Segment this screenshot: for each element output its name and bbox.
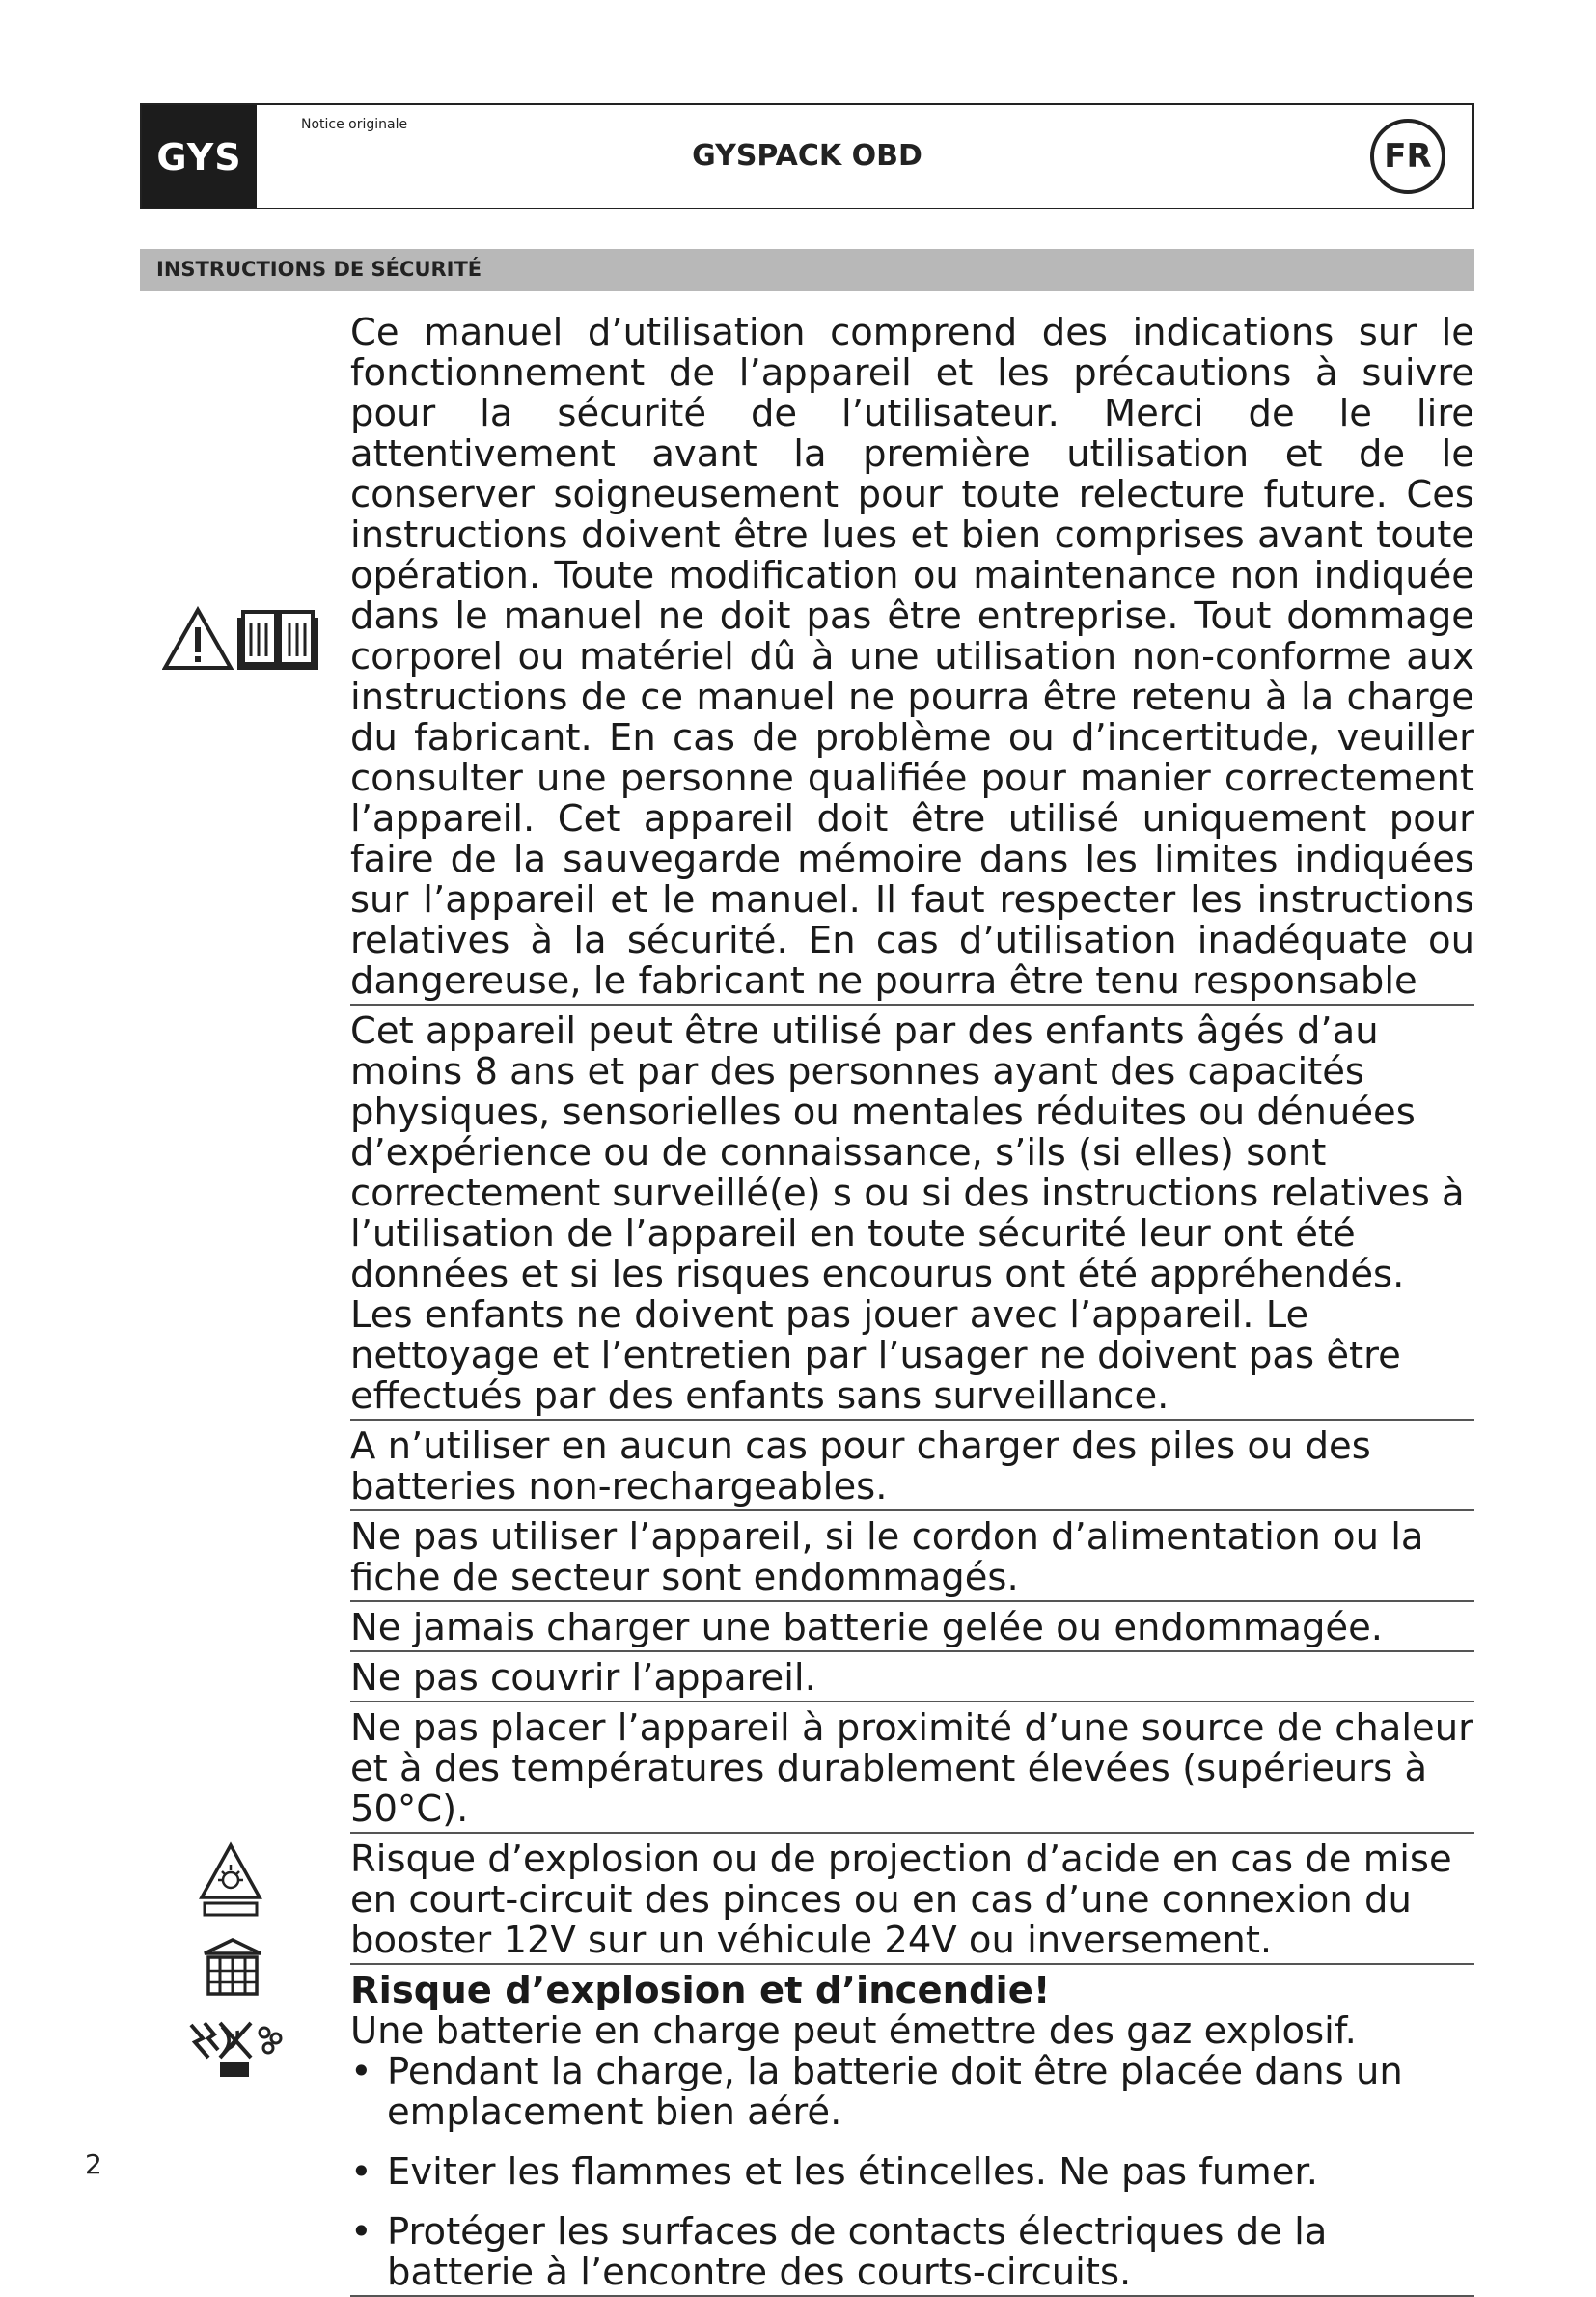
block-text: Ne pas couvrir l’appareil. bbox=[350, 1656, 816, 1700]
no-flames-icon bbox=[183, 2017, 289, 2081]
block-text: Risque d’explosion ou de projection d’acide en cas de mise en court-circuit des pinces ou en cas d’une connexion du booster 12V sur un véhicule 24V ou inversement. bbox=[350, 1838, 1452, 1962]
explosion-block bbox=[350, 1965, 1474, 2297]
bullet-item bbox=[350, 2212, 1474, 2293]
explosion-title: Risque d’explosion et d’incendie! bbox=[350, 1969, 1051, 2012]
section-header bbox=[140, 249, 1474, 291]
bullet-dot: • bbox=[350, 2050, 372, 2093]
safety-block bbox=[350, 1834, 1474, 1965]
block-text: Ne jamais charger une batterie gelée ou endommagée. bbox=[350, 1606, 1384, 1649]
safety-block bbox=[350, 1602, 1474, 1652]
explosion-warning-icon bbox=[199, 1841, 262, 1919]
bullet-item bbox=[350, 2052, 1474, 2133]
manual-book-icon bbox=[237, 604, 318, 672]
safety-block bbox=[350, 1702, 1474, 1834]
section-title: INSTRUCTIONS DE SÉCURITÉ bbox=[156, 258, 482, 281]
bullet-text: Pendant la charge, la batterie doit être placée dans un emplacement bien aéré. bbox=[387, 2050, 1403, 2134]
block-text: Ce manuel d’utilisation comprend des indications sur le fonctionnement de l’appareil et les précautions à suivre pour la sécurité de l’utilisateur. Merci de le lire attentivement avant la première utilisation et de le conserver soigneusement pour toute relecture future. Ces instructions doivent être lues et bien comprises avant toute opération. Toute modification ou maintenance non indiquée dans le manuel ne doit pas être entreprise. Tout dommage corporel ou matériel dû à une utilisation non-conforme aux instructions de ce manuel ne pourra être retenu à la charge du fabricant. En cas de problème ou d’incertitude, veuiller consulter une personne qualifiée pour manier correctement l’appareil. Cet appareil doit être utilisé uniquement pour faire de la sauvegarde mémoire dans les limites indiquées sur l’appareil et le manuel. Il faut respecter les instructions relatives à la sécurité. En cas d’utilisation inadéquate ou dangereuse, le fabricant ne pourra être tenu responsable bbox=[350, 311, 1474, 1003]
product-title: GYSPACK OBD bbox=[692, 139, 922, 173]
page-number: 2 bbox=[85, 2148, 102, 2180]
language-badge: FR bbox=[1370, 119, 1445, 194]
safety-content bbox=[350, 307, 1474, 2297]
block-text: A n’utiliser en aucun cas pour charger des piles ou des batteries non-rechargeables. bbox=[350, 1425, 1371, 1508]
block-text: Ne pas utiliser l’appareil, si le cordon d’alimentation ou la fiche de secteur sont endommagés. bbox=[350, 1515, 1424, 1599]
bullet-item bbox=[350, 2152, 1474, 2193]
safety-block bbox=[350, 1006, 1474, 1421]
explosion-intro: Une batterie en charge peut émettre des gaz explosif. bbox=[350, 2009, 1357, 2053]
document-header bbox=[140, 103, 1474, 209]
bullet-text: Protéger les surfaces de contacts électriques de la batterie à l’encontre des courts-circuits. bbox=[387, 2210, 1328, 2294]
bullet-dot: • bbox=[350, 2150, 372, 2194]
warning-triangle-icon bbox=[162, 606, 234, 672]
block-text: Ne pas placer l’appareil à proximité d’une source de chaleur et à des températures durablement élevées (supérieurs à 50°C). bbox=[350, 1706, 1473, 1831]
bullet-dot: • bbox=[350, 2210, 372, 2254]
block-text: Cet appareil peut être utilisé par des enfants âgés d’au moins 8 ans et par des personnes ayant des capacités physiques, sensorielles ou mentales réduites ou dénuées d’expérience ou de connaissance, s’ils (si elles) sont correctement surveillé(e) s ou si des instructions relatives à l’utilisation de l’appareil en toute sécurité leur ont été données et si les risques encourus ont été appréhendés. Les enfants ne doivent pas jouer avec l’appareil. Le nettoyage et l’entretien par l’usager ne doivent pas être effectués par des enfants sans surveillance. bbox=[350, 1010, 1465, 1418]
ventilation-icon bbox=[201, 1936, 264, 1998]
safety-block bbox=[350, 1511, 1474, 1602]
safety-block bbox=[350, 307, 1474, 1006]
logo-text: GYS bbox=[156, 136, 242, 179]
bullet-text: Eviter les flammes et les étincelles. Ne pas fumer. bbox=[387, 2150, 1318, 2194]
notice-label: Notice originale bbox=[301, 117, 408, 132]
safety-block bbox=[350, 1652, 1474, 1702]
safety-block bbox=[350, 1421, 1474, 1511]
